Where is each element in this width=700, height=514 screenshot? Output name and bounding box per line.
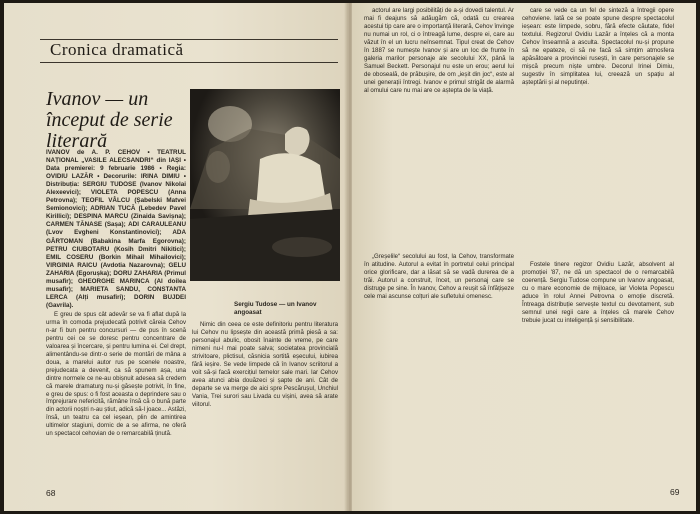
magazine-spread bbox=[4, 3, 696, 511]
production-photo bbox=[190, 89, 340, 281]
left-page bbox=[4, 3, 348, 511]
right-col1b-paragraph: „Greșelile“ secolului au fost, la Cehov, transformate în atitudine. Autorul a evitat în portretul celui principal orice glorificare, dar a lăsat să se vadă durerea de a trăi. Autorul a construit, încet, un personaj care se distruge pe sine. În Ivanov, Cehov a reușit să înfățișeze cele mai ascunse colțuri ale sufletului omenesc. bbox=[364, 253, 514, 300]
page-number-left: 68 bbox=[46, 488, 56, 498]
right-col2b-paragraph: Fostele tinere regizor Ovidiu Lazăr, absolvent al promoției '87, ne dă un spectacol de o remarcabilă coerență. Sergiu Tudose compune un Ivanov angoasat, cu o mare economie de mijloace, iar Violeta Popescu aduce în rolul Annei Petrovna o emoție discretă. Întreaga distribuție servește textul cu devotament, sub semnul unei regii care a înțeles că marele Cehov trebuie jucat cu inteligență și sensibilitate. bbox=[522, 261, 674, 324]
middle-body-column bbox=[192, 321, 338, 479]
section-title: Cronica dramatică bbox=[50, 40, 184, 59]
left-body-paragraph: E greu de spus cât adevăr se va fi aflat după la urma în comoda prejudecată potrivit căreia Cehov n-ar fi bun pentru concursuri — de pus în scenă pentru cei ce se doresc pentru concentrare de valoarea și încercare, și pentru lumina ei. Cel drept, alimentându-se dintr-o serie de montări de mâna a doua, a marelui autor rus pe scenele noastre, prejudecata a devenit, ca să spunem așa, una dintre normele ce ne-au obișnuit adesea să credem că marele dramaturg nu-și găsește potrivit, în fine, e greu de spus: o fi fost aceasta o deprindere sau o împrejurare nefericită, rămâne însă că o bună parte din actorii noștri n-au știut, adică să-l joace... Astăzi, însă, un teatru ca cel ieșean, plin de amintirea ultimelor stagiuni, dornic de a se afirma, ne oferă un spectacol cehovian de o remarcabilă ținută. bbox=[46, 311, 186, 438]
photo-image bbox=[190, 89, 340, 281]
right-body-column-2 bbox=[522, 7, 674, 257]
page-number-right: 69 bbox=[670, 487, 680, 497]
photo-caption: Sergiu Tudose — un Ivanov angoasat bbox=[234, 301, 317, 316]
right-col1-paragraph: actorul are largi posibilități de a-și dovedi talentul. Ar mai fi deajuns să adăugăm că, odată cu crearea acestui tip care are o importanță literară, Cehov învinge nu numai un rol, ci o întreagă lume, despre ei, care au văzut în el un lucru neînsemnat. Tipul creat de Cehov în 1887 se numește Ivanov și are un loc de frunte în galeria marilor personaje ale secolului XX, până la Samuel Beckett. Personajul nu este un erou; aerul lui de oboseală, de prăbușire, de om „ieșit din joc“, este al unei generații întregi. Ivanov e primul strigăt de alarmă al omului care nu mai are ce aștepta de la viață. bbox=[364, 7, 514, 94]
right-body-column-2b bbox=[522, 261, 674, 477]
right-page bbox=[352, 3, 696, 511]
middle-body-paragraph: Nimic din ceea ce este definitoriu pentru literatura lui Cehov nu lipsește din această primă piesă a sa: personajul abulic, obosit înainte de vreme, pe care nimeni nu-l mai poate salva; societatea provincială strivitoare, plictisul, căsnicia sortită eșecului, iubirea fără ieșire. Se vede limpede că în Ivanov scriitorul a voit să-și facă exercițiul temelor sale mari. Iar Cehov avea atunci abia douăzeci și șapte de ani. Cât de departe se va merge de aici spre Pescărușul, Unchiul Vania, Trei surori sau Livada cu vișini, avea să arate viitorul. bbox=[192, 321, 338, 408]
left-body-column bbox=[46, 311, 186, 479]
cast-credits: IVANOV de A. P. CEHOV • TEATRUL NAȚIONAL „VASILE ALECSANDRI“ din IAȘI • Data premierei: 9 februarie 1986 • Regia: OVIDIU LAZĂR • Decorurile: IRINA DIMIU • Distribuția: SERGIU TUDOSE (Ivanov Nikolai Alexeevici); VIOLETA POPESCU (Anna Petrovna); TEOFIL VÂLCU (Șabelski Matvei Semionovici); ADRIAN TUCĂ (Lebedev Pavel Kirillici); DESPINA MARCU (Zinaida Savișna); CARMEN TĂNASE (Sașa); ADI CARAULEANU (Lvov Evgheni Konstantinovici); ADA GÂRTOMAN (Babakina Marfa Egorovna); PETRU CIUBOTARU (Kosîh Dmitri Nikitici); EMIL COSERU (Borkin Mihail Mihailovici); VIRGINIA RAICU (Avdotia Nazarovna); GELU ZAHARIA (Egorușka); DORU ZAHARIA (Primul musafir); GHEORGHE MARINCA (Al doilea musafir); MARIETA SANDU, CONSTANTA LERCA (Alți musafiri); DORIN BUJDEI (Gavrila). bbox=[46, 149, 186, 309]
article-title: Ivanov — un început de serie literară bbox=[46, 88, 173, 152]
right-body-column-1 bbox=[364, 7, 514, 249]
right-col2-paragraph: care se vede ca un fel de sinteză a întregii opere cehoviene. Iată ce se poate spune despre spectacolul ieșean: este limpede, sobru, fără efecte căutate, fidel textului. Regizorul Ovidiu Lazăr a înțeles că a monta Cehov înseamnă a asculta. Spectacolul nu-și propune să ne epateze, ci să ne facă să simțim atmosfera apăsătoare a provinciei rusești, în care personajele se mișcă precum niște umbre. Decorul Irinei Dimiu, sugestiv în simplitatea lui, creează un spațiu al așteptării și al neputinței. bbox=[522, 7, 674, 86]
right-body-column-1b bbox=[364, 253, 514, 477]
